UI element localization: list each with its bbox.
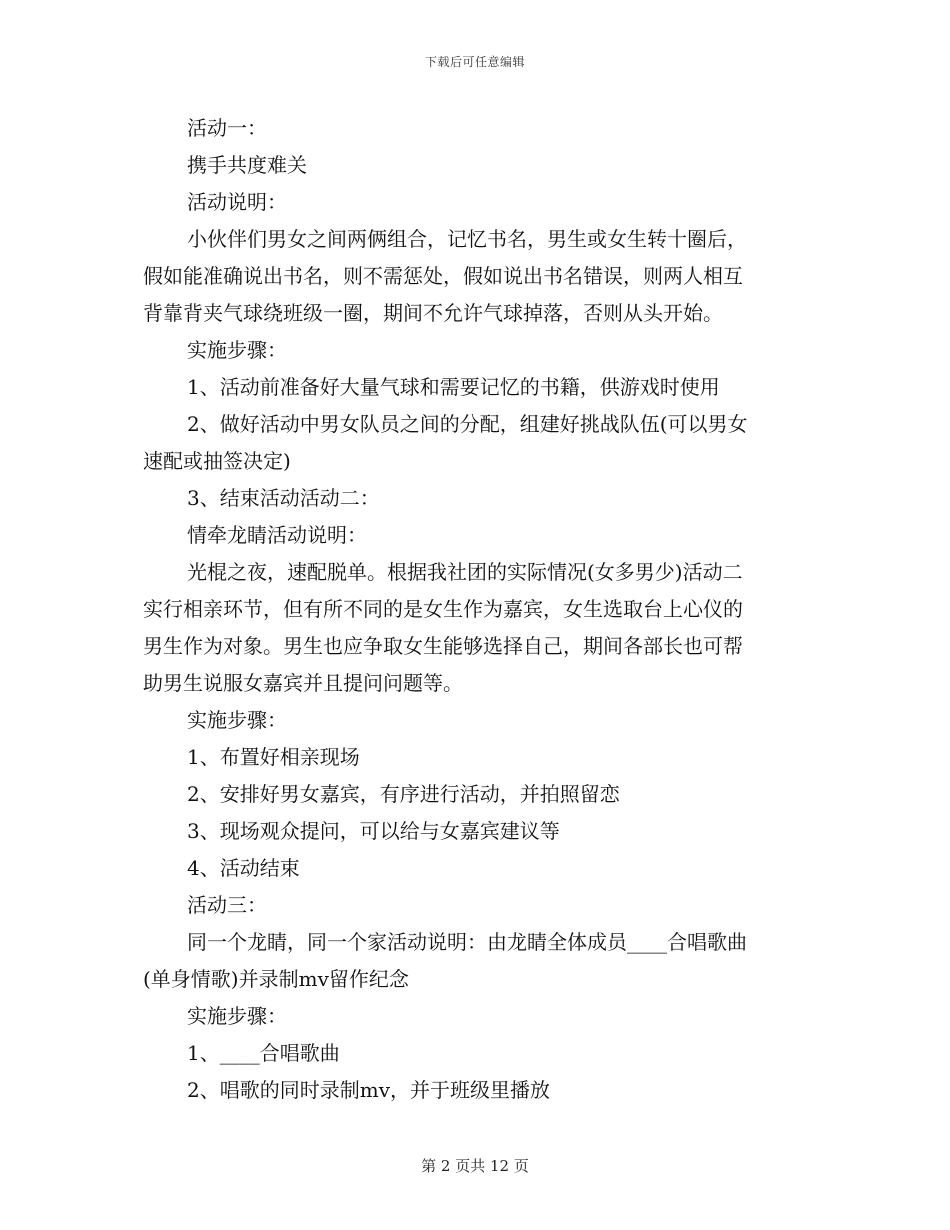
text-line: 活动一： (187, 116, 267, 140)
text-line: 3、现场观众提问，可以给与女嘉宾建议等 (187, 819, 560, 843)
text-line: 实施步骤： (187, 708, 287, 732)
text-line: 活动三： (187, 893, 267, 917)
document-body (143, 110, 799, 1109)
text-line: 男生作为对象。男生也应争取女生能够选择自己，期间各部长也可帮 (143, 634, 743, 658)
text-line: 实施步骤： (187, 1004, 287, 1028)
text-line: 携手共度难关 (187, 153, 307, 177)
page-header-note: 下载后可任意编辑 (424, 55, 525, 69)
text-line: (单身情歌)并录制mv留作纪念 (143, 967, 409, 991)
text-line: 光棍之夜，速配脱单。根据我社团的实际情况(女多男少)活动二 (187, 560, 743, 584)
text-line: 3、结束活动活动二： (187, 486, 380, 510)
text-line: 小伙伴们男女之间两俩组合，记忆书名，男生或女生转十圈后， (187, 227, 747, 251)
text-line: 同一个龙睛，同一个家活动说明：由龙睛全体成员____合唱歌曲 (187, 930, 747, 954)
text-line: 2、安排好男女嘉宾，有序进行活动，并拍照留恋 (187, 782, 620, 806)
text-line: 背靠背夹气球绕班级一圈，期间不允许气球掉落，否则从头开始。 (143, 301, 723, 325)
text-line: 助男生说服女嘉宾并且提问问题等。 (143, 671, 463, 695)
text-line: 假如能准确说出书名，则不需惩处，假如说出书名错误，则两人相互 (143, 264, 743, 288)
page-number-footer: 第 2 页共 12 页 (421, 1157, 529, 1175)
text-line: 1、____合唱歌曲 (187, 1041, 340, 1065)
text-line: 2、唱歌的同时录制mv，并于班级里播放 (187, 1078, 550, 1102)
text-line: 实行相亲环节，但有所不同的是女生作为嘉宾，女生选取台上心仪的 (143, 597, 743, 621)
text-line: 1、活动前准备好大量气球和需要记忆的书籍，供游戏时使用 (187, 375, 720, 399)
text-line: 情牵龙睛活动说明： (187, 523, 367, 547)
text-line: 速配或抽签决定) (143, 449, 291, 473)
text-line: 实施步骤： (187, 338, 287, 362)
text-line: 1、布置好相亲现场 (187, 745, 360, 769)
text-line: 4、活动结束 (187, 856, 300, 880)
text-line: 活动说明： (187, 190, 287, 214)
text-line: 2、做好活动中男女队员之间的分配，组建好挑战队伍(可以男女 (187, 412, 748, 436)
